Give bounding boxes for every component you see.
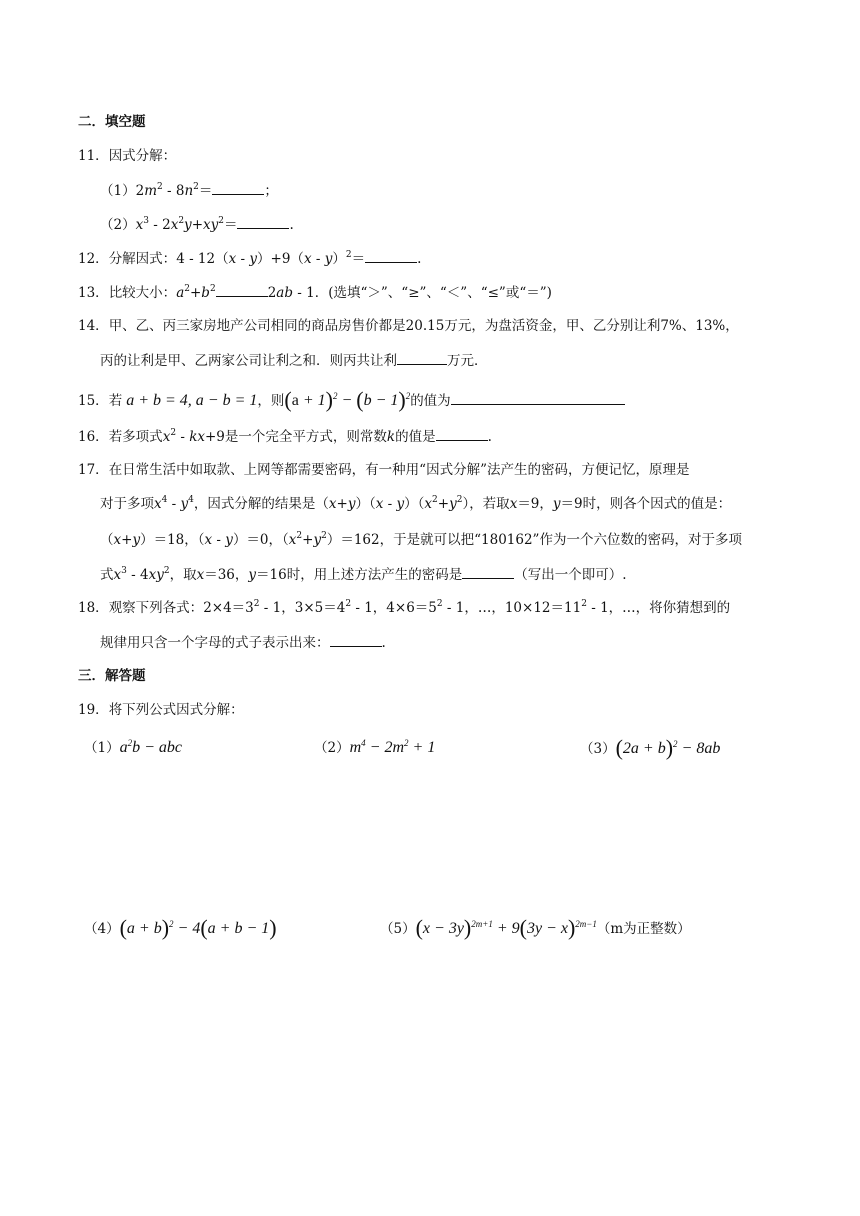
question-text: 分解因式： (108, 251, 177, 267)
question-number: 19． (78, 702, 109, 718)
question-text: 因式分解： (108, 148, 177, 164)
problem-19-2 (314, 738, 435, 758)
problem-19-1 (84, 738, 182, 758)
question-16: 16．若多项式$x^2 - kx+9$是一个完全平方式，则常数k的值是 . (78, 428, 492, 445)
answer-blank[interactable] (462, 564, 514, 579)
question-text: ，取 (169, 567, 197, 583)
answer-blank[interactable] (212, 180, 264, 195)
section-title-solve: 三．解答题 (78, 668, 146, 684)
question-text: ，则 (257, 393, 285, 409)
question-text: 对于多项 (100, 496, 154, 512)
part-label: （5） (380, 921, 416, 937)
question-17-line-4: 式$x^3 - 4xy^2$，取x＝36，y＝16时，用上述方法产生的密码是 （写出一个即可）. (100, 566, 627, 583)
question-12: 12．分解因式：4 - 12（x - y）+9（x - y）$^2$＝ . (78, 250, 422, 267)
condition-formula: a + b = 4, a − b = 1 (122, 392, 258, 409)
question-text: 甲、乙、丙三家房地产公司相同的商品房售价都是20.15万元，为盘活资金，甲、乙分别让利7%、13%， (108, 318, 739, 334)
question-17-line-3: （x+y）＝18，（x - y）＝0，$(x^2+y^2)=162$，于是就可以把“180162”作为一个六位数的密码，对于多项 (100, 531, 742, 548)
question-text: 在日常生活中如取款、上网等都需要密码，有一种用“因式分解”法产生的密码，方便记忆，原理是 (108, 462, 690, 478)
question-11-part-1: $(1)2m^2 - 8n^2=$ ； (100, 182, 278, 199)
question-14-line-2 (100, 350, 488, 371)
question-number: 13． (78, 285, 109, 301)
answer-blank[interactable] (216, 282, 268, 297)
answer-blank[interactable] (365, 248, 417, 263)
expression-formula: $(a + 1)^2 - (b - 1)^2$ (284, 387, 411, 412)
question-number: 11． (78, 148, 109, 164)
question-number: 18． (78, 600, 109, 616)
answer-blank[interactable] (451, 390, 625, 405)
answer-blank[interactable] (397, 350, 447, 365)
question-text: ，于是就可以把“180162”作为一个六位数的密码，对于多项 (379, 532, 742, 548)
answer-blank[interactable] (237, 214, 289, 229)
problem-19-5 (380, 915, 691, 940)
formula: $m^4 - 2m^2 + 1$ (349, 738, 436, 756)
question-17-line-2: 对于多项$x^4 - y^4$，因式分解的结果是$(x+y)(x - y)(x^2+y^2)$，若取x＝9，y＝9时，则各个因式的值是： (100, 495, 732, 512)
part-label: （2） (314, 740, 350, 756)
question-number: 17． (78, 462, 109, 478)
question-text: （写出一个即可）. (514, 567, 627, 583)
part-label: （3） (580, 741, 616, 757)
part-label: （1） (84, 740, 120, 756)
question-text: ，…，将你猜想到的 (608, 600, 731, 616)
question-number: 15． (78, 393, 109, 409)
question-15 (78, 387, 625, 412)
question-text: 若 (108, 393, 123, 409)
question-text: 的值为 (410, 393, 451, 409)
question-text: ，若取 (469, 496, 510, 512)
question-number: 14． (78, 318, 109, 334)
question-tail: ．(选填“＞”、“≥”、“＜”、“≤”或“＝”) (314, 285, 552, 301)
question-text: 式 (100, 567, 114, 583)
formula: $a^2b$ − abc (119, 738, 182, 756)
answer-blank[interactable] (436, 426, 488, 441)
question-17 (78, 460, 690, 480)
question-11 (78, 146, 176, 166)
question-text: 万元． (447, 353, 488, 369)
part-label: （4） (84, 921, 120, 937)
question-text: 时，用上述方法产生的密码是 (286, 567, 463, 583)
question-number: 16． (78, 429, 109, 445)
question-text: 若多项式 (108, 429, 163, 445)
question-text: 观察下列各式： (108, 600, 204, 616)
question-text: 丙的让利是甲、乙两家公司让利之和．则丙共让利 (100, 353, 397, 369)
question-text: 规律用只含一个字母的式子表示出来： (100, 635, 330, 651)
question-19 (78, 700, 244, 720)
problem-19-3 (580, 735, 721, 760)
part-label: （1） (100, 183, 136, 199)
question-18-line-2: 规律用只含一个字母的式子表示出来： . (100, 632, 386, 653)
question-14 (78, 316, 739, 336)
answer-blank[interactable] (330, 632, 382, 647)
formula: $(x - 3y)^{2m+1} + 9(3y - x)^{2m-1}$ (415, 915, 597, 940)
note: （m为正整数） (596, 921, 691, 937)
question-11-part-2: $(2)x^3 - 2x^2y+xy^2=$ . (100, 216, 294, 233)
question-text: 是一个完全平方式，则常数 (224, 429, 387, 445)
question-text: ，因式分解的结果是 (193, 496, 316, 512)
question-text: 比较大小： (108, 285, 177, 301)
question-number: 12． (78, 251, 109, 267)
question-text: 时，则各个因式的值是： (582, 496, 732, 512)
question-18: 18．观察下列各式：$2\times 4=3^2 - 1$，$3\times 5=4^2 - 1$，$4\times 6=5^2 - 1$，…，$10\times 12=11^2 - 1$，…，将你猜想到的 (78, 599, 731, 616)
question-text: 将下列公式因式分解： (108, 702, 244, 718)
formula: $(2a + b)^2 - 8ab$ (615, 735, 721, 760)
part-label: （2） (100, 217, 136, 233)
question-13: 13．比较大小：$a^2+b^2$ 2ab - 1．(选填“＞”、“≥”、“＜”、“≤”或“＝”) (78, 284, 552, 301)
question-text: 的值是 (395, 429, 436, 445)
section-title-fill-in: 二．填空题 (78, 114, 146, 130)
problem-19-4 (84, 915, 277, 940)
formula: $(a + b)^2 - 4(a + b - 1)$ (119, 915, 277, 940)
